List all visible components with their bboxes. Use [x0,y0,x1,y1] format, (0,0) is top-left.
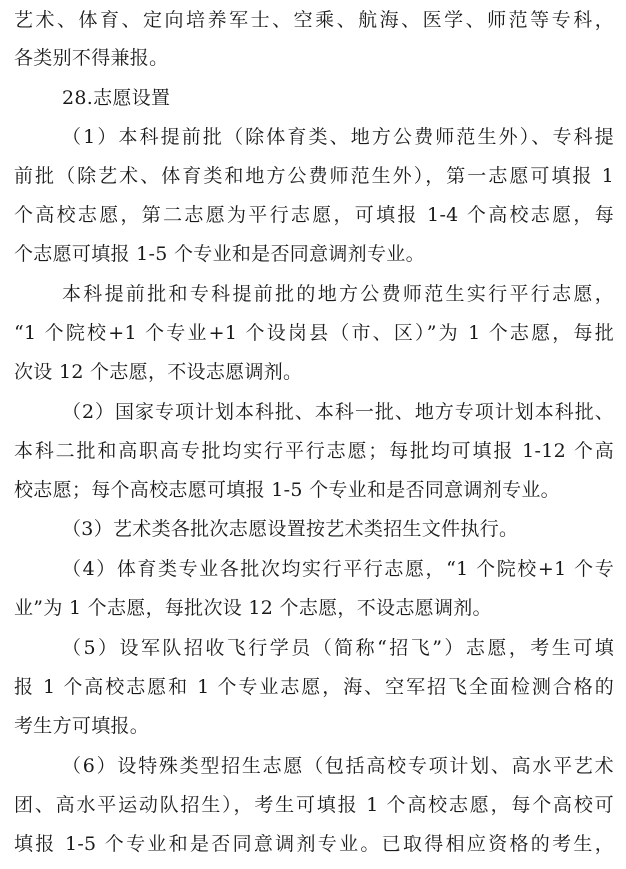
text-line: （1）本科提前批（除体育类、地方公费师范生外）、专科提 [62,126,614,148]
text-line: （4）体育类专业各批次均实行平行志愿，“1 个院校+1 个专 [62,558,614,580]
text-line: 校志愿；每个高校志愿可填报 1-5 个专业和是否同意调剂专业。 [14,479,560,501]
text-line: “1 个院校+1 个专业+1 个设岗县（市、区）”为 1 个志愿，每批 [14,322,614,344]
text-line: 报 1 个高校志愿和 1 个专业志愿，海、空军招飞全面检测合格的 [14,676,614,698]
text-line: （6）设特殊类型招生志愿（包括高校专项计划、高水平艺术 [62,755,614,777]
text-line: 前批（除艺术、体育类和地方公费师范生外），第一志愿可填报 1 [14,165,614,187]
text-line: （3）艺术类各批次志愿设置按艺术类招生文件执行。 [62,518,519,540]
text-line: 次设 12 个志愿，不设志愿调剂。 [14,361,303,383]
text-line: 业”为 1 个志愿，每批次设 12 个志愿，不设志愿调剂。 [14,597,492,619]
text-line: 各类别不得兼报。 [14,47,169,69]
text-line: 填报 1-5 个专业和是否同意调剂专业。已取得相应资格的考生， [14,833,614,855]
text-line: （5）设军队招收飞行学员（简称“招飞”）志愿，考生可填 [62,637,614,659]
text-line: 考生方可填报。 [14,715,150,737]
section-heading: 28.志愿设置 [62,87,171,109]
text-line: 本科提前批和专科提前批的地方公费师范生实行平行志愿， [62,283,614,305]
text-line: 艺术、体育、定向培养军士、空乘、航海、医学、师范等专科， [14,9,614,31]
text-line: 本科二批和高职高专批均实行平行志愿；每批均可填报 1-12 个高 [14,440,614,462]
text-line: （2）国家专项计划本科批、本科一批、地方专项计划本科批、 [62,401,614,423]
text-line: 个高校志愿，第二志愿为平行志愿，可填报 1-4 个高校志愿，每 [14,204,614,226]
text-line: 个志愿可填报 1-5 个专业和是否同意调剂专业。 [14,243,425,265]
text-line: 团、高水平运动队招生），考生可填报 1 个高校志愿，每个高校可 [14,794,614,816]
